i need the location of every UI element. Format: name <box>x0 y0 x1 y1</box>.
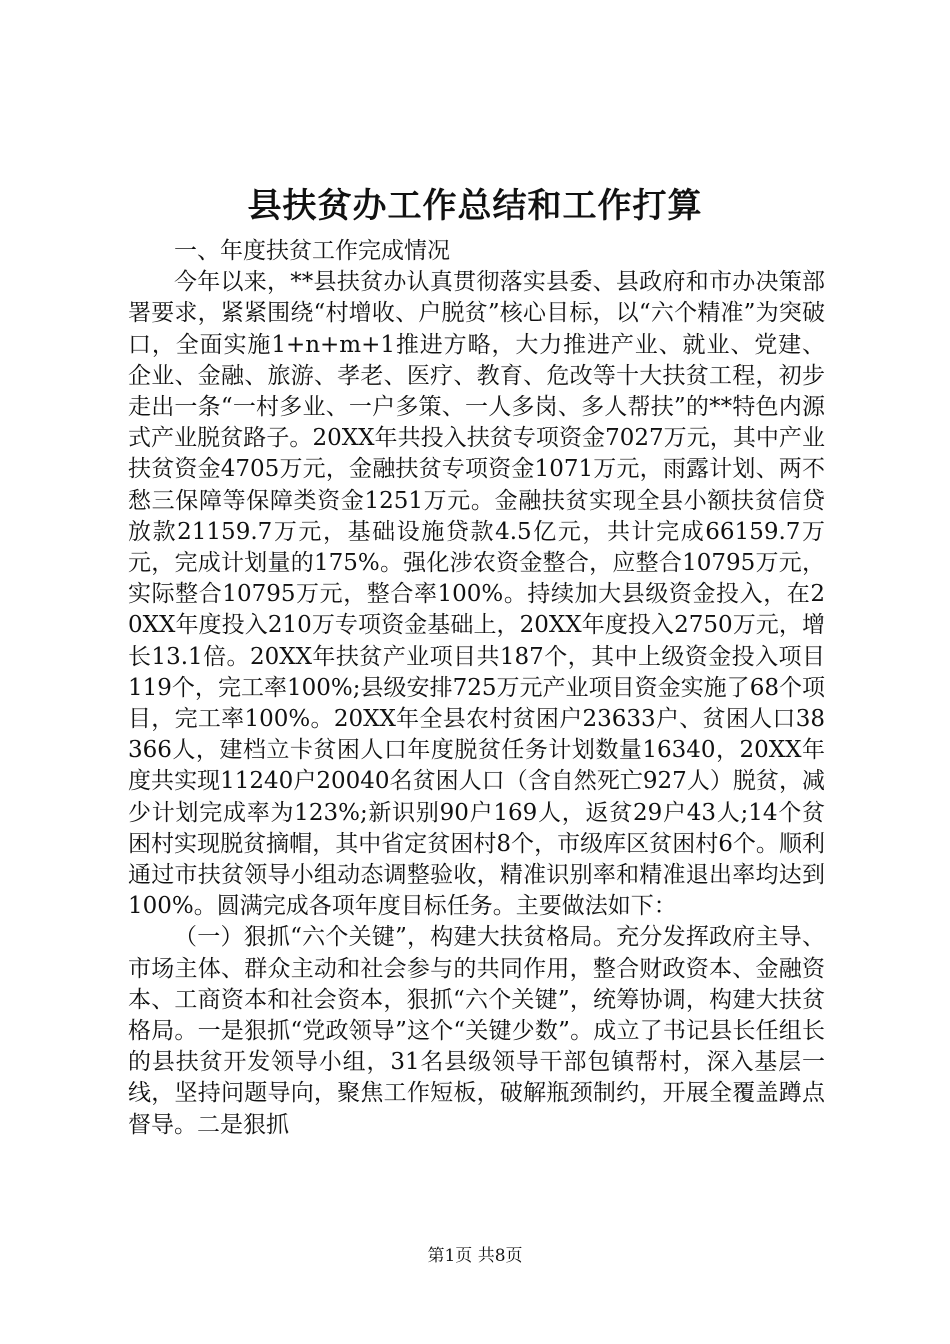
body-paragraph: （一）狠抓“六个关键”，构建大扶贫格局。充分发挥政府主导、市场主体、群众主动和社会参与的共同作用，整合财政资本、金融资本、工商资本和社会资本，狠抓“六个关键”，统筹协调，构建大扶贫格局。一是狠抓“党政领导”这个“关键少数”。成立了书记县长任组长的县扶贫开发领导小组，31名县级领导干部包镇帮村，深入基层一线，坚持问题导向，聚焦工作短板，破解瓶颈制约，开展全覆盖蹲点督导。二是狠抓 <box>128 924 825 1138</box>
document-title: 县扶贫办工作总结和工作打算 <box>247 186 703 226</box>
body-paragraph: 今年以来，**县扶贫办认真贯彻落实县委、县政府和市办决策部署要求，紧紧围绕“村增收、户脱贫”核心目标，以“六个精准”为突破口，全面实施1+n+m+1推进方略，大力推进产业、就业、党建、企业、金融、旅游、孝老、医疗、教育、危改等十大扶贫工程，初步走出一条“一村多业、一户多策、一人多岗、多人帮扶”的**特色内源式产业脱贫路子。20XX年共投入扶贫专项资金7027万元，其中产业扶贫资金4705万元，金融扶贫专项资金1071万元，雨露计划、两不愁三保障等保障类资金1251万元。金融扶贫实现全县小额扶贫信贷放款21159.7万元，基础设施贷款4.5亿元，共计完成66159.7万元，完成计划量的175%。强化涉农资金整合，应整合10795万元，实际整合10795万元，整合率100%。持续加大县级资金投入，在20XX年度投入210万专项资金基础上，20XX年度投入2750万元，增长13.1倍。20XX年扶贫产业项目共187个，其中上级资金投入项目119个，完工率100%;县级安排725万元产业项目资金实施了68个项目，完工率100%。20XX年全县农村贫困户23633户、贫困人口38366人，建档立卡贫困人口年度脱贫任务计划数量16340，20XX年度共实现11240户20040名贫困人口（含自然死亡927人）脱贫，减少计划完成率为123%;新识别90户169人，返贫29户43人;14个贫困村实现脱贫摘帽，其中省定贫困村8个，市级库区贫困村6个。顺利通过市扶贫领导小组动态调整验收，精准识别率和精准退出率均达到100%。圆满完成各项年度目标任务。主要做法如下： <box>128 269 825 920</box>
page-footer: 第1页 共8页 <box>427 1246 523 1266</box>
section-heading: 一、年度扶贫工作完成情况 <box>174 238 450 264</box>
document-body <box>128 236 825 1141</box>
